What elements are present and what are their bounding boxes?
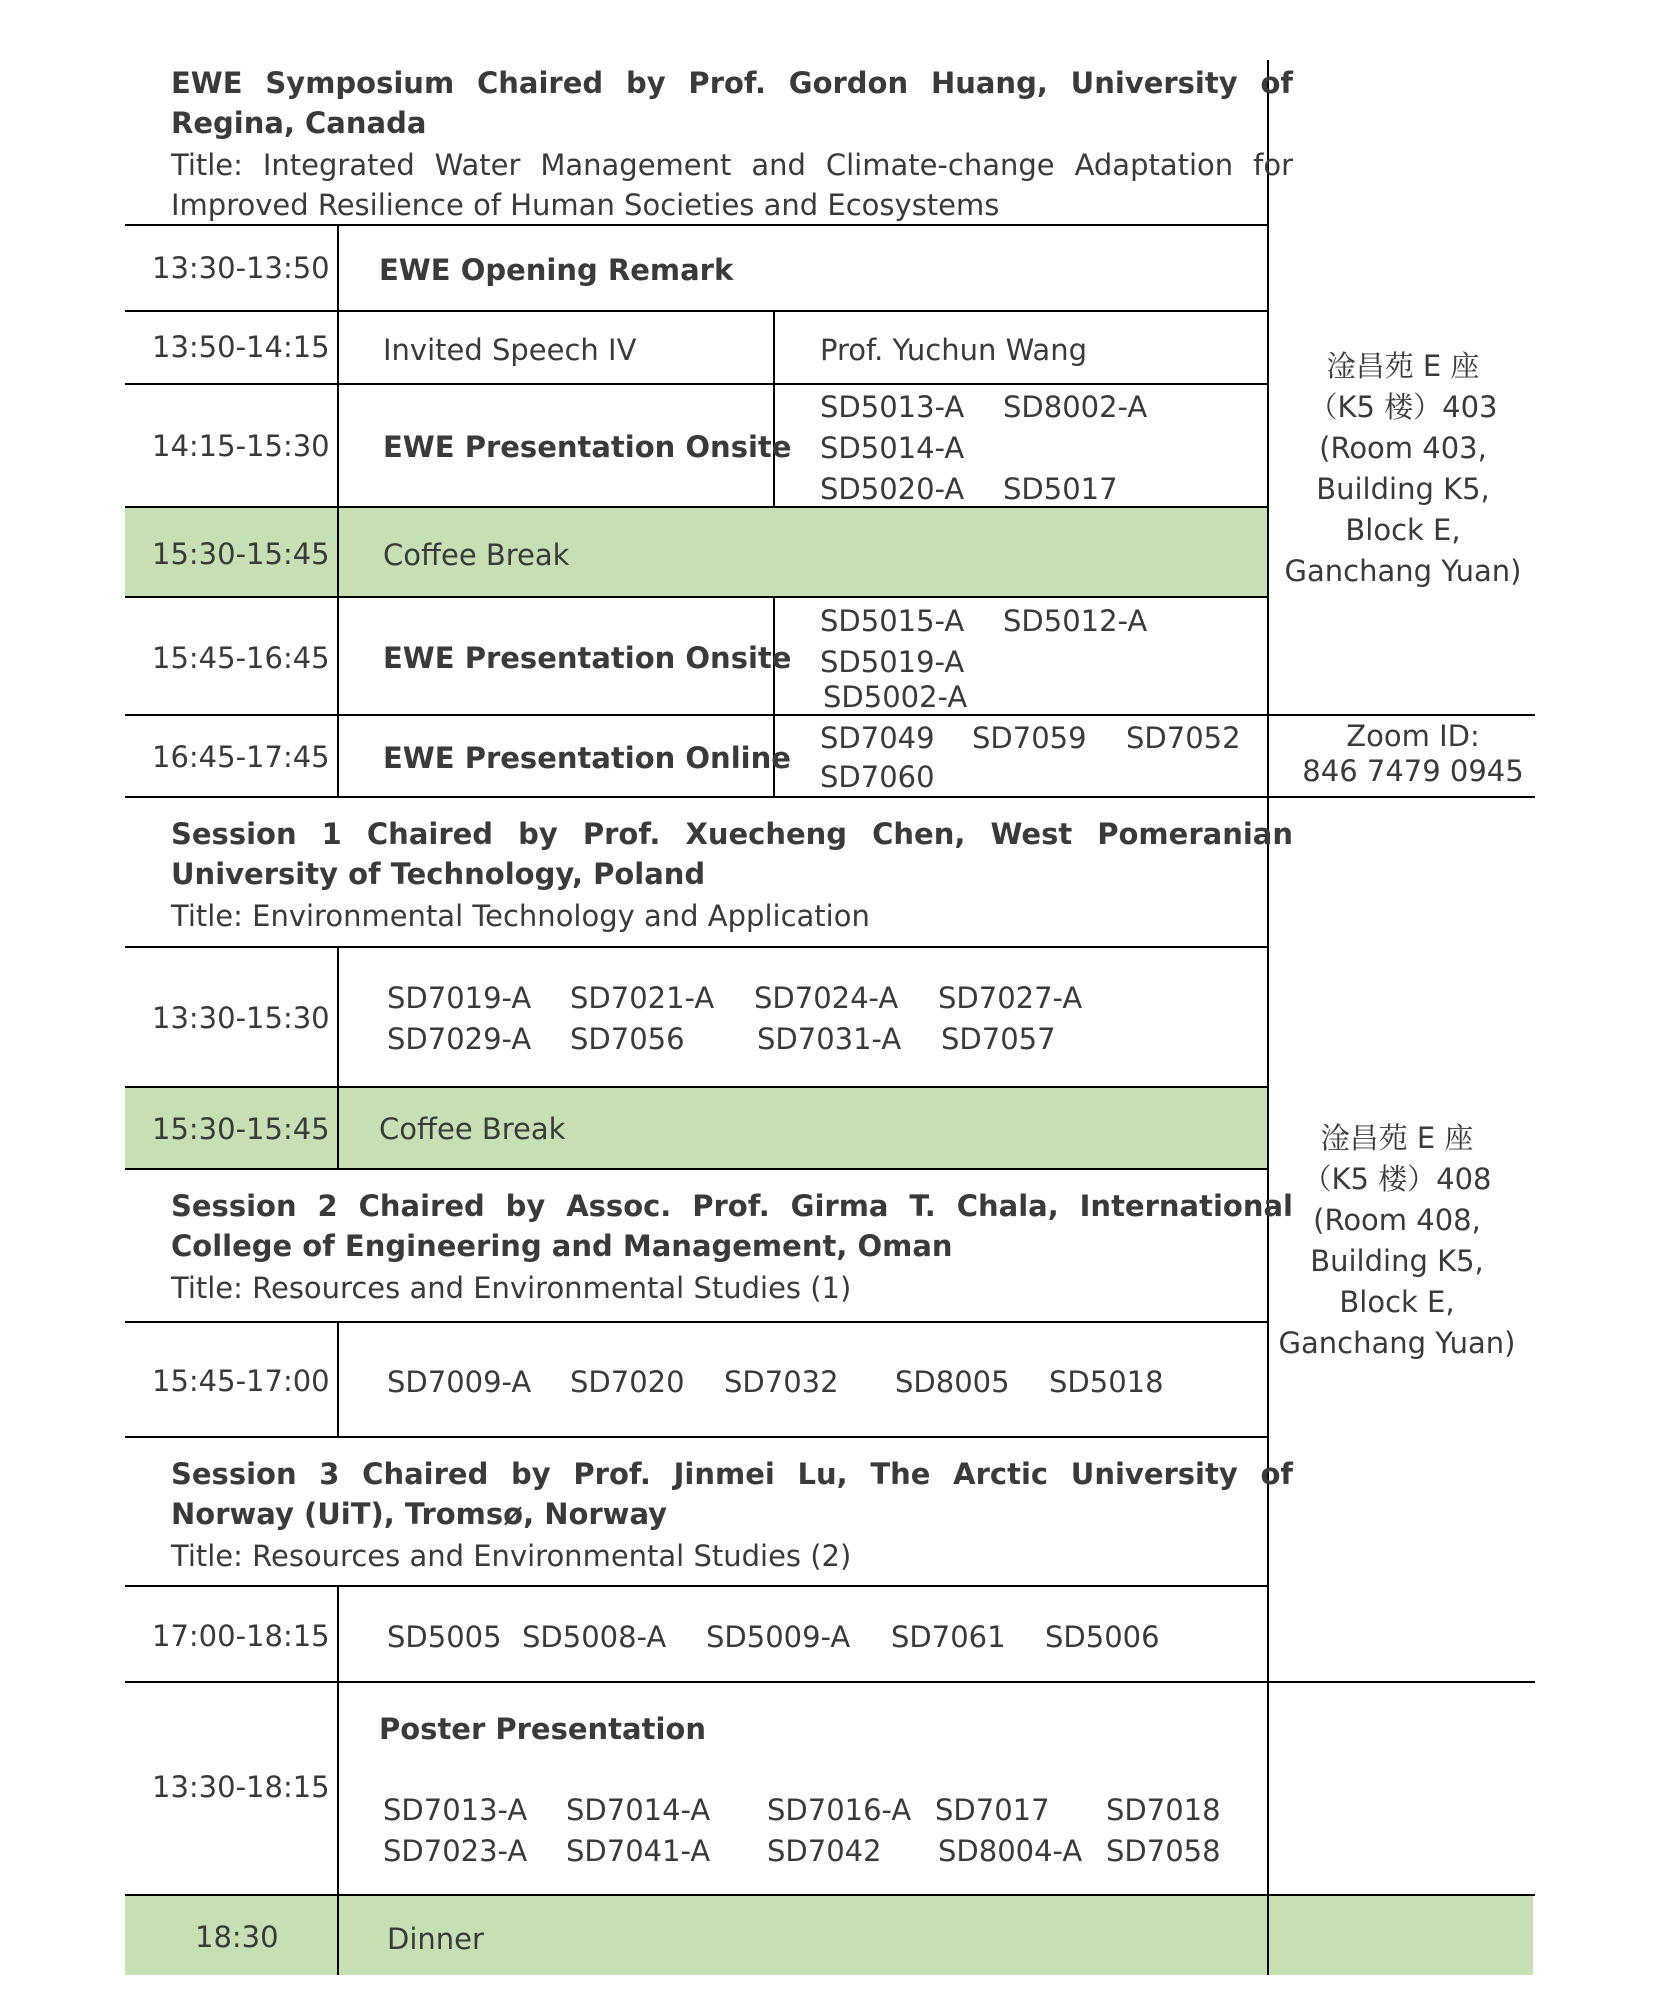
rule [125,310,1269,312]
paper-code: SD5002-A [823,680,968,714]
time-cell: 15:45-16:45 [152,641,330,675]
time-cell: 13:30-18:15 [152,1770,330,1804]
location-line: Building K5, [1316,472,1490,506]
paper-code: SD5017 [1003,472,1118,506]
rule [125,1585,1269,1587]
paper-code: SD7023-A [383,1834,528,1868]
location-line: Ganchang Yuan) [1284,554,1522,588]
paper-code: SD7027-A [938,981,1083,1015]
location-line: (Room 403, [1319,431,1487,465]
rule [125,1086,1269,1088]
paper-code: SD7021-A [570,981,715,1015]
ewe-title: Title: Integrated Water Management and Climate-change Adaptation for Improved Resilience of Human Societies and Ecosystems [171,148,1293,222]
zoom-number: 846 7479 0945 [1302,754,1524,788]
session3-title: Title: Resources and Environmental Studies (2) [171,1539,852,1573]
paper-code: SD8004-A [938,1834,1083,1868]
paper-code: SD7024-A [754,981,899,1015]
session2-chair: Session 2 Chaired by Assoc. Prof. Girma T. Chala, International College of Engineering and Management, Oman [171,1189,1293,1263]
paper-code: SD5013-A [820,390,965,424]
paper-code: SD5019-A [820,645,965,679]
activity-cell: EWE Presentation Onsite [383,430,792,464]
paper-code: SD7016-A [767,1793,912,1827]
paper-code: SD7020 [570,1365,685,1399]
time-cell: 17:00-18:15 [152,1619,330,1653]
paper-code: SD7059 [972,721,1087,755]
paper-code: SD7031-A [757,1022,902,1056]
paper-code: SD5015-A [820,604,965,638]
rule-time-col [337,224,339,796]
paper-code: SD5018 [1049,1365,1164,1399]
time-cell: 18:30 [195,1920,279,1954]
paper-code: SD5020-A [820,472,965,506]
paper-code: SD7017 [935,1793,1050,1827]
rule [125,1436,1269,1438]
zoom-label: Zoom ID: [1346,719,1480,753]
zoom-id [1282,719,1544,789]
paper-code: SD7042 [767,1834,882,1868]
activity-cell: EWE Opening Remark [379,253,734,287]
location-line: (Room 408, [1313,1203,1481,1237]
ewe-chair: EWE Symposium Chaired by Prof. Gordon Huang, University of Regina, Canada [171,66,1293,140]
paper-code: SD7061 [891,1620,1006,1654]
location-line: Block E, [1339,1285,1455,1319]
activity-cell: EWE Presentation Online [383,741,791,775]
paper-code: SD5009-A [706,1620,851,1654]
paper-code: SD7009-A [387,1365,532,1399]
paper-code: SD7058 [1106,1834,1221,1868]
paper-code: SD8002-A [1003,390,1148,424]
activity-cell: Coffee Break [383,538,570,572]
rule-papers-col [773,310,775,506]
rule [125,1321,1269,1323]
time-cell: 15:30-15:45 [152,537,330,571]
paper-code: SD5012-A [1003,604,1148,638]
session3-chair: Session 3 Chaired by Prof. Jinmei Lu, The Arctic University of Norway (UiT), Tromsø, Norway [171,1457,1293,1531]
location-line: （K5 楼）408 [1302,1162,1492,1196]
paper-code: SD7057 [941,1022,1056,1056]
session1-title: Title: Environmental Technology and Application [171,899,870,933]
paper-code: SD7029-A [387,1022,532,1056]
speaker-cell: Prof. Yuchun Wang [820,333,1087,367]
location-line: Block E, [1345,513,1461,547]
location-room-408 [1266,1118,1528,1364]
activity-cell: Coffee Break [379,1112,566,1146]
time-cell: 14:15-15:30 [152,429,330,463]
paper-code: SD7018 [1106,1793,1221,1827]
rule-time-col [337,946,339,1168]
rule [125,383,1269,385]
time-cell: 13:30-13:50 [152,251,330,285]
location-line: （K5 楼）403 [1308,390,1498,424]
location-line: 淦昌苑 E 座 [1326,349,1480,383]
rule [125,946,1269,948]
time-cell: 15:30-15:45 [152,1112,330,1146]
location-line: 淦昌苑 E 座 [1320,1121,1474,1155]
poster-label: Poster Presentation [379,1712,706,1746]
paper-code: SD5006 [1045,1620,1160,1654]
location-room-403 [1272,346,1534,592]
rule-time-col [337,1585,339,1975]
paper-code: SD5008-A [522,1620,667,1654]
session1-chair: Session 1 Chaired by Prof. Xuecheng Chen, West Pomeranian University of Technology, Poland [171,817,1293,891]
rule-location-col [1267,60,1269,1975]
rule [125,596,1269,598]
time-cell: 15:45-17:00 [152,1364,330,1398]
paper-code: SD8005 [895,1365,1010,1399]
paper-code: SD7019-A [387,981,532,1015]
rule [125,1168,1269,1170]
time-cell: 13:50-14:15 [152,330,330,364]
paper-code: SD5014-A [820,431,965,465]
activity-cell: Dinner [387,1922,484,1956]
rule-time-col [337,1321,339,1436]
paper-code: SD7052 [1126,721,1241,755]
paper-code: SD7056 [570,1022,685,1056]
time-cell: 13:30-15:30 [152,1001,330,1035]
session2-title: Title: Resources and Environmental Studies (1) [171,1271,852,1305]
paper-code: SD5005 [387,1620,502,1654]
paper-code: SD7013-A [383,1793,528,1827]
paper-code: SD7049 [820,721,935,755]
time-cell: 16:45-17:45 [152,740,330,774]
activity-cell: Invited Speech IV [383,333,637,367]
paper-code: SD7060 [820,760,935,794]
location-line: Building K5, [1310,1244,1484,1278]
paper-code: SD7041-A [566,1834,711,1868]
paper-code: SD7032 [724,1365,839,1399]
activity-cell: EWE Presentation Onsite [383,641,792,675]
paper-code: SD7014-A [566,1793,711,1827]
location-line: Ganchang Yuan) [1278,1326,1516,1360]
